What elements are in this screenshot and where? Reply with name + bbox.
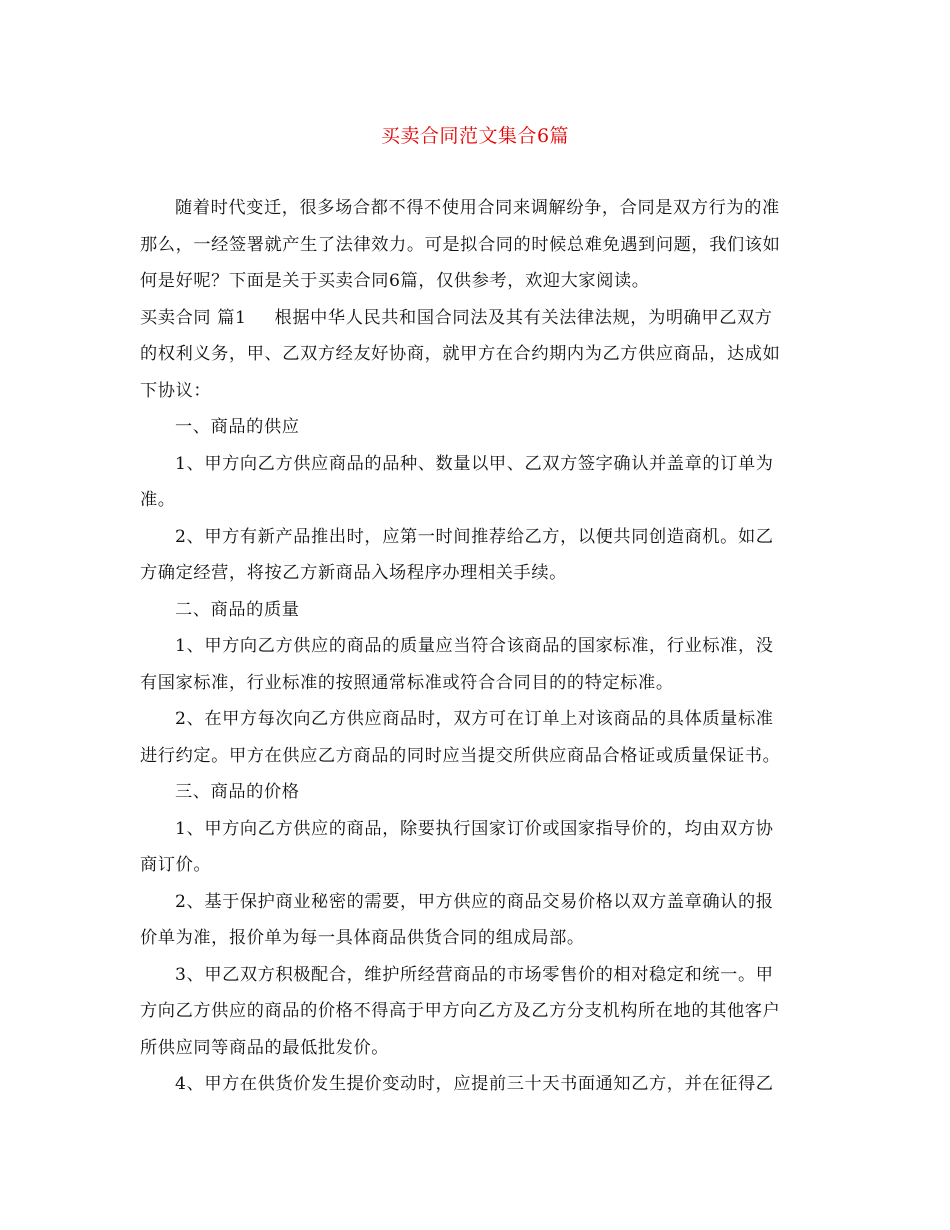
line-text: 有国家标准，行业标准的按照通常标准或符合合同目的的特定标准。 xyxy=(140,672,674,693)
line-text: 准。 xyxy=(140,490,176,510)
text-line xyxy=(140,665,808,702)
text-line xyxy=(140,811,808,848)
text-line xyxy=(140,628,808,665)
text-line xyxy=(140,993,808,1030)
text-line xyxy=(140,373,808,410)
line-text: 2、甲方有新产品推出时，应第一时间推荐给乙方，以便共同创造商机。如乙 xyxy=(175,526,774,547)
text-line xyxy=(140,1066,808,1103)
line-text: 方确定经营，将按乙方新商品入场程序办理相关手续。 xyxy=(140,563,567,583)
text-line xyxy=(140,738,808,775)
line-text: 下协议： xyxy=(140,380,212,401)
line-text: 二、商品的质量 xyxy=(175,599,300,620)
line-text: 1、甲方向乙方供应商品的品种、数量以甲、乙双方签字确认并盖章的订单为 xyxy=(175,453,774,474)
line-text: 价单为准，报价单为每一具体商品供货合同的组成局部。 xyxy=(140,928,585,948)
text-line xyxy=(140,190,808,227)
line-text: 根据中华人民共和国合同法及其有关法律法规，为明确甲乙双方 xyxy=(274,307,773,328)
line-text: 3、甲乙双方积极配合，维护所经营商品的市场零售价的相对稳定和统一。甲 xyxy=(175,964,774,985)
text-line xyxy=(140,555,808,592)
text-line xyxy=(140,920,808,957)
document-body xyxy=(140,190,808,1103)
line-text: 进行约定。甲方在供应乙方商品的同时应当提交所供应商品合格证或质量保证书。 xyxy=(140,745,781,766)
line-text: 商订价。 xyxy=(140,855,212,875)
text-line xyxy=(140,1030,808,1067)
section-heading: 买卖合同 篇1 xyxy=(140,307,247,328)
text-line xyxy=(140,957,808,994)
line-text: 1、甲方向乙方供应的商品，除要执行国家订价或国家指导价的，均由双方协 xyxy=(175,818,774,839)
line-text: 的权利义务，甲、乙双方经友好协商，就甲方在合约期内为乙方供应商品，达成如 xyxy=(140,344,781,364)
line-text: 2、基于保护商业秘密的需要，甲方供应的商品交易价格以双方盖章确认的报 xyxy=(175,891,774,912)
text-line xyxy=(140,336,808,373)
text-line xyxy=(140,847,808,884)
text-line xyxy=(140,774,808,811)
line-text: 三、商品的价格 xyxy=(175,782,300,802)
text-line xyxy=(140,409,808,446)
line-text: 方向乙方供应的商品的价格不得高于甲方向乙方及乙方分支机构所在地的其他客户 xyxy=(140,1001,781,1021)
text-line xyxy=(140,701,808,738)
line-text: 4、甲方在供货价发生提价变动时，应提前三十天书面通知乙方，并在征得乙 xyxy=(175,1074,774,1094)
line-text: 所供应同等商品的最低批发价。 xyxy=(140,1037,390,1058)
line-text: 随着时代变迁，很多场合都不得不使用合同来调解纷争，合同是双方行为的准 xyxy=(175,198,780,218)
text-line xyxy=(140,263,808,300)
line-text: 1、甲方向乙方供应的商品的质量应当符合该商品的国家标准，行业标准，没 xyxy=(175,636,774,656)
text-line xyxy=(140,227,808,264)
line-text: 何是好呢？下面是关于买卖合同6篇，仅供参考，欢迎大家阅读。 xyxy=(140,271,650,291)
text-line xyxy=(140,300,808,337)
line-text: 2、在甲方每次向乙方供应商品时，双方可在订单上对该商品的具体质量标准 xyxy=(175,709,774,729)
text-line xyxy=(140,482,808,519)
text-line xyxy=(140,592,808,629)
text-line xyxy=(140,446,808,483)
line-text: 一、商品的供应 xyxy=(175,417,300,437)
line-text: 那么，一经签署就产生了法律效力。可是拟合同的时候总难免遇到问题，我们该如 xyxy=(140,234,781,255)
document-title: 买卖合同范文集合6篇 xyxy=(380,125,570,147)
text-line xyxy=(140,884,808,921)
text-line xyxy=(140,519,808,556)
